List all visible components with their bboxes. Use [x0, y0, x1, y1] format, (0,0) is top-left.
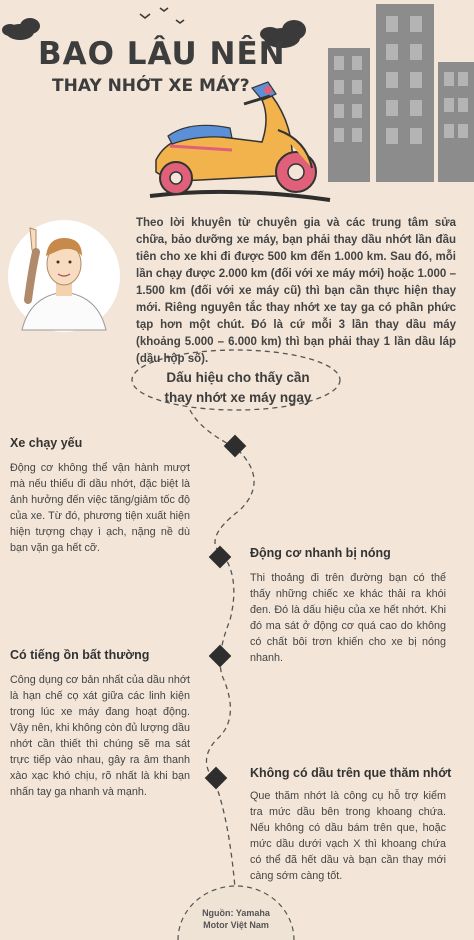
diamond-marker — [209, 546, 232, 569]
section-title: Xe chạy yếu — [10, 436, 83, 450]
page-title: BAO LÂU NÊN — [38, 36, 286, 72]
source-line1: Nguồn: Yamaha — [202, 908, 270, 918]
diamond-marker — [224, 435, 247, 458]
section-title: Không có dầu trên que thăm nhớt — [250, 766, 452, 780]
section-body: Que thăm nhớt là công cụ hỗ trợ kiểm tra mức dầu bên trong khoang chứa. Nếu không có dầu bám trên que, hoặc mức dầu dưới vạch X thì khoang chứa có thể đã hết dầu và bạn cần thay mới càng sớm càng tốt. — [250, 790, 446, 882]
buildings-icon — [328, 4, 474, 182]
signs-heading-line2: thay nhớt xe máy ngay — [164, 390, 312, 405]
diamond-marker — [209, 645, 232, 668]
intro-paragraph: Theo lời khuyên từ chuyên gia và các trung tâm sửa chữa, bảo dưỡng xe máy, bạn phải thay dầu nhớt lần đầu tiên cho xe khi đi được 500 km đến 1.000 km. Sau đó, mỗi lần chạy được 2.000 km (đối với xe máy mới) hoặc 1.000 – 1.500 km (đối với xe máy cũ) thì bạn cần thực hiện thay mới. Riêng nguyên tắc thay nhớt xe tay ga có phần phức tạp hơn một chút. Đó là cứ mỗi 3 lần thay dầu máy (khoảng 5.000 – 6.000 km) thì bạn phải thay 1 lần dầu láp (dầu hộp số). — [136, 217, 456, 365]
section-body: Thi thoảng đi trên đường bạn có thể thấy những chiếc xe khác thải ra khói đen. Đó là dấu hiệu của xe hết nhớt. Khi đó ma sát ở động cơ quá cao do không có chất bôi trơn khiến cho xe bị nóng nhanh. — [250, 572, 446, 664]
source-line2: Motor Việt Nam — [203, 920, 269, 930]
scooter-illustration — [150, 82, 330, 200]
person-avatar — [8, 220, 120, 332]
page-subtitle: THAY NHỚT XE MÁY? — [52, 76, 250, 96]
section-title: Có tiếng ồn bất thường — [10, 648, 150, 662]
signs-heading — [158, 368, 318, 408]
section-title: Động cơ nhanh bị nóng — [250, 546, 391, 560]
cloud-icon — [2, 18, 40, 40]
birds-icon — [140, 8, 184, 23]
section-body: Công dụng cơ bản nhất của dầu nhớt là hạn chế cọ xát giữa các linh kiện trong lúc xe máy đang hoạt động. Vậy nên, khi không còn đủ lượng dầu nhớt cần thiết thì chúng sẽ ma sát trực tiếp vào nhau, gây ra âm thanh xào xạc khó chịu, rõ nhất là khi bạn nhấn tay ga nhanh và mạnh. — [10, 674, 190, 798]
signs-heading-line1: Dấu hiệu cho thấy cần — [166, 370, 310, 385]
section-body: Động cơ không thể vận hành mượt mà nếu thiếu đi dầu nhớt, đặc biệt là ảnh hưởng đến việc tăng/giảm tốc độ của xe. Từ đó, phương tiện xuất hiện hiện tượng chạy ì ạch, nặng nề dù bạn vặn ga hết cỡ. — [10, 462, 190, 554]
source-credit — [186, 907, 286, 931]
